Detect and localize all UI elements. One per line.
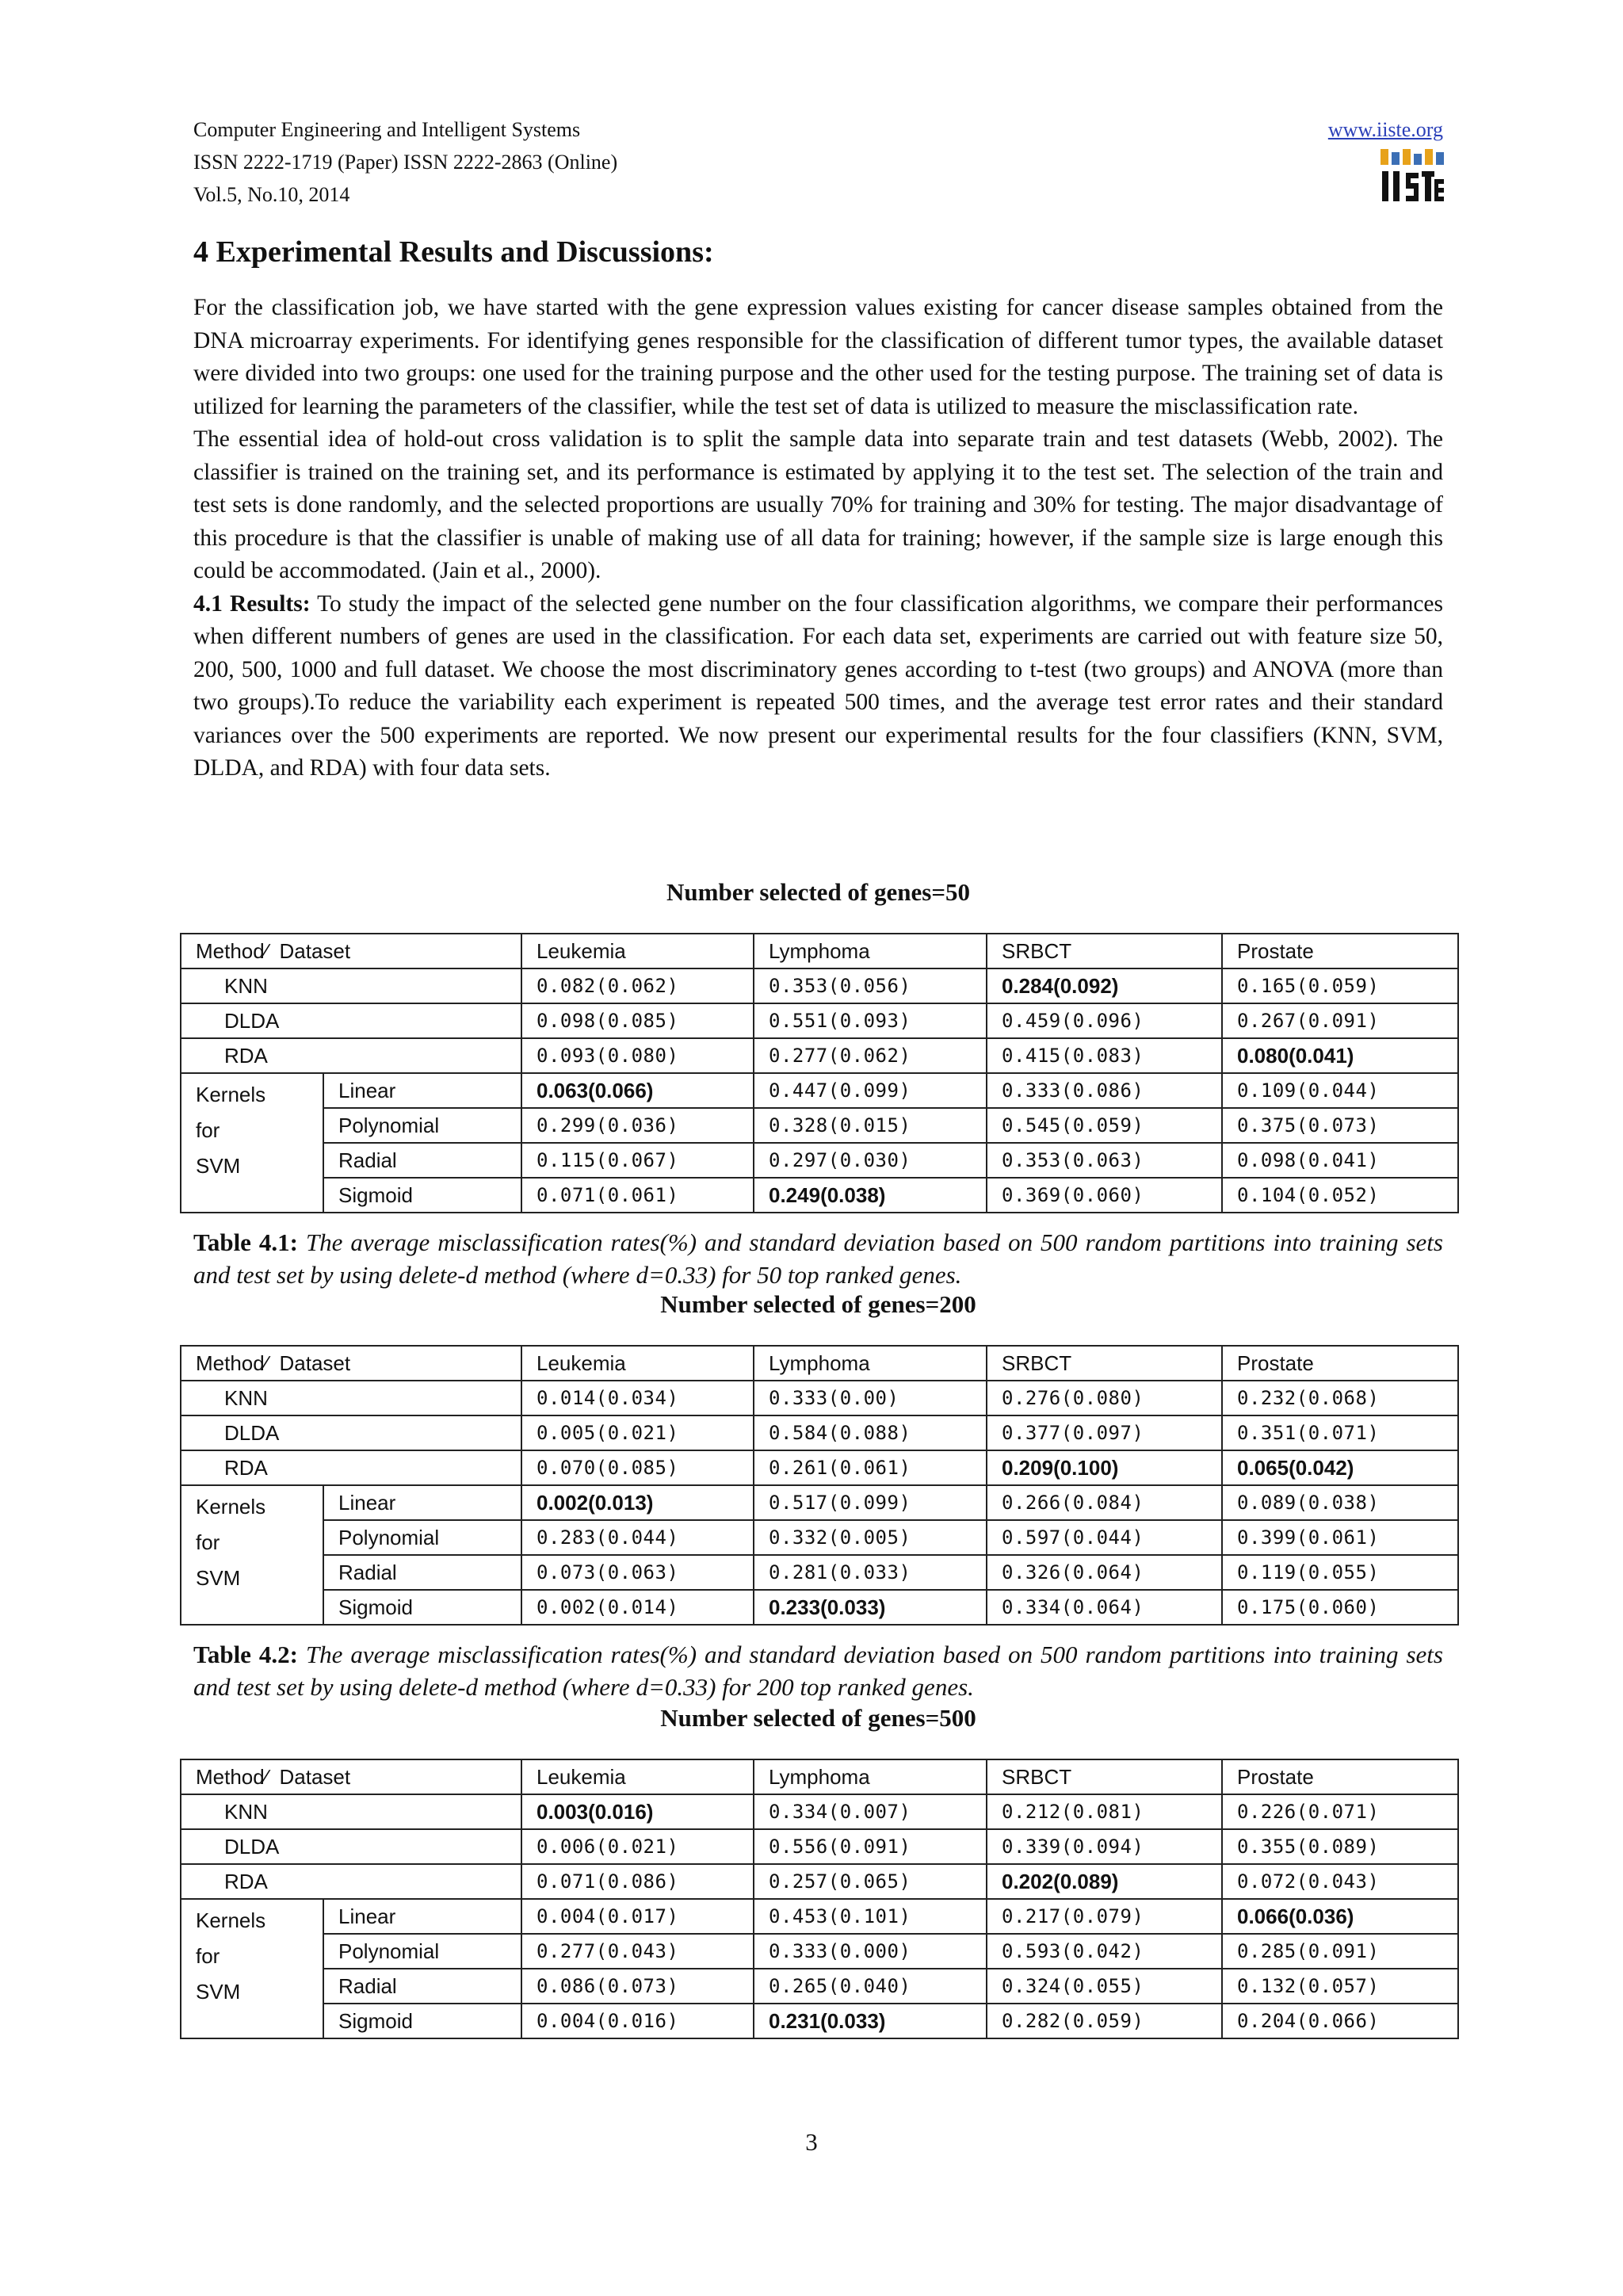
lymphoma-header: Lymphoma [754, 1759, 987, 1794]
journal-name: Computer Engineering and Intelligent Systems [193, 118, 581, 141]
method-rda: RDA [181, 1450, 521, 1485]
results-table-200 [180, 1345, 1459, 1626]
table-cell: 0.217(0.079) [987, 1899, 1222, 1934]
table-cell: 0.326(0.064) [987, 1555, 1222, 1590]
table-cell-best: 0.065(0.042) [1222, 1450, 1458, 1485]
table-cell: 0.285(0.091) [1222, 1934, 1458, 1969]
table-cell: 0.093(0.080) [521, 1038, 754, 1073]
leukemia-header: Leukemia [521, 1346, 754, 1381]
table-row [181, 1934, 1458, 1969]
table-row [181, 1829, 1458, 1864]
table-row [181, 1590, 1458, 1625]
table-cell: 0.339(0.094) [987, 1829, 1222, 1864]
table-row [181, 1003, 1458, 1038]
table-cell: 0.597(0.044) [987, 1520, 1222, 1555]
table-cell: 0.115(0.067) [521, 1143, 754, 1178]
table-cell: 0.119(0.055) [1222, 1555, 1458, 1590]
body-text [193, 292, 1443, 785]
paragraph-2: The essential idea of hold-out cross validation is to split the sample data into separate train and test datasets (Webb, 2002). The classifier is trained on the training set, and its performance is estimated by applying it to the test set. The selection of the train and test sets is done randomly, and the selected proportions are usually 70% for training and 30% for testing. The major disadvantage of this procedure is that the classifier is unable of making use of all data for training; however, if the sample size is large enough this could be accommodated. (Jain et al., 2000). [193, 426, 1443, 583]
table-cell: 0.014(0.034) [521, 1381, 754, 1415]
kernel-linear: Linear [323, 1073, 521, 1108]
table-row [181, 1143, 1458, 1178]
table-cell: 0.277(0.043) [521, 1934, 754, 1969]
svm-word: SVM [196, 1154, 241, 1178]
table-cell: 0.265(0.040) [754, 1969, 987, 2004]
kernel-radial: Radial [323, 1143, 521, 1178]
table-cell: 0.333(0.086) [987, 1073, 1222, 1108]
for-word: for [196, 1118, 220, 1142]
table-cell-best: 0.202(0.089) [987, 1864, 1222, 1899]
table-cell: 0.212(0.081) [987, 1794, 1222, 1829]
table-cell: 0.086(0.073) [521, 1969, 754, 2004]
table-cell: 0.584(0.088) [754, 1415, 987, 1450]
paragraph-1: For the classification job, we have started with the gene expression values existing for cancer disease samples obtained from the DNA microarray experiments. For identifying genes responsible for the classification of different tumor types, the available dataset were divided into two groups: one used for the training purpose and the other used for the testing purpose. The training set of data is utilized for learning the parameters of the classifier, while the test set of data is utilized to measure the misclassification rate. [193, 295, 1443, 419]
table-cell-best: 0.002(0.013) [521, 1485, 754, 1520]
table-cell: 0.593(0.042) [987, 1934, 1222, 1969]
kernel-polynomial: Polynomial [323, 1520, 521, 1555]
table-cell: 0.517(0.099) [754, 1485, 987, 1520]
journal-header [193, 113, 617, 211]
table-cell: 0.353(0.063) [987, 1143, 1222, 1178]
table-2-caption-text: The average misclassification rates(%) and standard deviation based on 500 random partitions into training sets and test set by using delete-d method (where d=0.33) for 200 top ranked genes. [193, 1641, 1443, 1701]
table-cell: 0.098(0.041) [1222, 1143, 1458, 1178]
table-cell: 0.353(0.056) [754, 968, 987, 1003]
table-cell: 0.082(0.062) [521, 968, 754, 1003]
kernel-linear: Linear [323, 1899, 521, 1934]
table-cell-best: 0.209(0.100) [987, 1450, 1222, 1485]
table-cell: 0.266(0.084) [987, 1485, 1222, 1520]
for-word: for [196, 1530, 220, 1554]
table-1-caption-text: The average misclassification rates(%) and standard deviation based on 500 random partitions into training sets and test set by using delete-d method (where d=0.33) for 50 top ranked genes. [193, 1228, 1443, 1289]
table-1-caption [193, 1226, 1443, 1291]
table-cell: 0.226(0.071) [1222, 1794, 1458, 1829]
table-1-title: Number selected of genes=50 [666, 878, 970, 906]
section-title: 4 Experimental Results and Discussions: [193, 235, 714, 269]
srbct-header: SRBCT [987, 1759, 1222, 1794]
method-rda: RDA [181, 1864, 521, 1899]
lymphoma-header: Lymphoma [754, 934, 987, 968]
svm-kernels-label [181, 1073, 323, 1213]
table-row [181, 1178, 1458, 1213]
table-cell: 0.415(0.083) [987, 1038, 1222, 1073]
table-row [181, 1038, 1458, 1073]
table-row [181, 968, 1458, 1003]
kernels-word: Kernels [196, 1083, 266, 1106]
table-cell: 0.232(0.068) [1222, 1381, 1458, 1415]
table-cell: 0.071(0.061) [521, 1178, 754, 1213]
table-row [181, 1415, 1458, 1450]
table-cell: 0.002(0.014) [521, 1590, 754, 1625]
method-rda: RDA [181, 1038, 521, 1073]
table-cell: 0.399(0.061) [1222, 1520, 1458, 1555]
svm-word: SVM [196, 1980, 241, 2004]
table-cell: 0.332(0.005) [754, 1520, 987, 1555]
table-cell-best: 0.249(0.038) [754, 1178, 987, 1213]
leukemia-header: Leukemia [521, 1759, 754, 1794]
table-cell: 0.556(0.091) [754, 1829, 987, 1864]
table-header-row [181, 934, 1458, 968]
table-cell: 0.109(0.044) [1222, 1073, 1458, 1108]
table-row [181, 1969, 1458, 2004]
svm-kernels-label [181, 1899, 323, 2038]
table-cell: 0.104(0.052) [1222, 1178, 1458, 1213]
leukemia-header: Leukemia [521, 934, 754, 968]
table-3-title: Number selected of genes=500 [660, 1704, 976, 1732]
srbct-header: SRBCT [987, 934, 1222, 968]
table-cell: 0.297(0.030) [754, 1143, 987, 1178]
table-2-caption [193, 1638, 1443, 1703]
table-cell-best: 0.080(0.041) [1222, 1038, 1458, 1073]
table-cell: 0.006(0.021) [521, 1829, 754, 1864]
table-row [181, 1864, 1458, 1899]
table-cell: 0.004(0.016) [521, 2004, 754, 2038]
table-header-row [181, 1346, 1458, 1381]
table-row [181, 1073, 1458, 1108]
table-row [181, 1450, 1458, 1485]
table-cell: 0.447(0.099) [754, 1073, 987, 1108]
method-knn: KNN [181, 1381, 521, 1415]
table-cell: 0.276(0.080) [987, 1381, 1222, 1415]
results-heading: 4.1 Results: [193, 590, 311, 617]
table-row [181, 1485, 1458, 1520]
table-1-label: Table 4.1: [193, 1228, 298, 1256]
table-cell: 0.453(0.101) [754, 1899, 987, 1934]
paragraph-3-text: To study the impact of the selected gene number on the four classification algorithms, we compare their performances when different numbers of genes are used in the classification. For each data set, experiments are carried out with feature size 50, 200, 500, 1000 and full dataset. We choose the most discriminatory genes according to t-test (two groups) and ANOVA (more than two groups).To reduce the variability each experiment is repeated 500 times, and the average test error rates and their standard variances over the 500 experiments are reported. We now present our experimental results for the four classifiers (KNN, SVM, DLDA, and RDA) with four data sets. [193, 590, 1443, 781]
table-row [181, 2004, 1458, 2038]
table-cell-best: 0.063(0.066) [521, 1073, 754, 1108]
table-cell: 0.282(0.059) [987, 2004, 1222, 2038]
method-dlda: DLDA [181, 1415, 521, 1450]
kernel-radial: Radial [323, 1555, 521, 1590]
journal-url-link[interactable]: www.iiste.org [1327, 118, 1443, 141]
table-cell-best: 0.233(0.033) [754, 1590, 987, 1625]
table-cell: 0.333(0.000) [754, 1934, 987, 1969]
table-cell: 0.377(0.097) [987, 1415, 1222, 1450]
table-row [181, 1555, 1458, 1590]
table-cell: 0.070(0.085) [521, 1450, 754, 1485]
table-cell: 0.334(0.007) [754, 1794, 987, 1829]
table-cell: 0.375(0.073) [1222, 1108, 1458, 1143]
table-row [181, 1794, 1458, 1829]
kernel-radial: Radial [323, 1969, 521, 2004]
table-row [181, 1381, 1458, 1415]
svm-word: SVM [196, 1566, 241, 1590]
svm-kernels-label [181, 1485, 323, 1625]
table-cell: 0.281(0.033) [754, 1555, 987, 1590]
table-cell: 0.098(0.085) [521, 1003, 754, 1038]
iiste-logo-icon [1379, 147, 1445, 204]
kernels-word: Kernels [196, 1908, 266, 1932]
table-row [181, 1899, 1458, 1934]
table-cell: 0.283(0.044) [521, 1520, 754, 1555]
table-cell: 0.355(0.089) [1222, 1829, 1458, 1864]
journal-issn: ISSN 2222-1719 (Paper) ISSN 2222-2863 (Online) [193, 151, 618, 174]
table-cell: 0.261(0.061) [754, 1450, 987, 1485]
table-cell: 0.351(0.071) [1222, 1415, 1458, 1450]
method-dlda: DLDA [181, 1829, 521, 1864]
method-dlda: DLDA [181, 1003, 521, 1038]
table-cell: 0.545(0.059) [987, 1108, 1222, 1143]
table-cell: 0.328(0.015) [754, 1108, 987, 1143]
kernel-linear: Linear [323, 1485, 521, 1520]
method-knn: KNN [181, 968, 521, 1003]
prostate-header: Prostate [1222, 1759, 1458, 1794]
table-cell-best: 0.284(0.092) [987, 968, 1222, 1003]
table-cell-best: 0.231(0.033) [754, 2004, 987, 2038]
journal-volume: Vol.5, No.10, 2014 [193, 183, 350, 206]
kernel-sigmoid: Sigmoid [323, 1590, 521, 1625]
table-cell: 0.459(0.096) [987, 1003, 1222, 1038]
table-cell: 0.175(0.060) [1222, 1590, 1458, 1625]
table-cell: 0.334(0.064) [987, 1590, 1222, 1625]
table-cell: 0.132(0.057) [1222, 1969, 1458, 2004]
for-word: for [196, 1944, 220, 1968]
table-cell: 0.324(0.055) [987, 1969, 1222, 2004]
results-table-500 [180, 1759, 1459, 2039]
table-row [181, 1108, 1458, 1143]
srbct-header: SRBCT [987, 1346, 1222, 1381]
results-table-50 [180, 933, 1459, 1213]
table-cell: 0.089(0.038) [1222, 1485, 1458, 1520]
prostate-header: Prostate [1222, 1346, 1458, 1381]
table-2-label: Table 4.2: [193, 1641, 298, 1668]
table-cell: 0.073(0.063) [521, 1555, 754, 1590]
table-cell: 0.204(0.066) [1222, 2004, 1458, 2038]
kernel-sigmoid: Sigmoid [323, 1178, 521, 1213]
table-cell: 0.072(0.043) [1222, 1864, 1458, 1899]
table-cell: 0.333(0.00) [754, 1381, 987, 1415]
table-cell: 0.277(0.062) [754, 1038, 987, 1073]
table-cell: 0.165(0.059) [1222, 968, 1458, 1003]
method-dataset-header: Method∕ Dataset [181, 934, 521, 968]
table-cell: 0.369(0.060) [987, 1178, 1222, 1213]
table-cell: 0.551(0.093) [754, 1003, 987, 1038]
lymphoma-header: Lymphoma [754, 1346, 987, 1381]
table-cell-best: 0.066(0.036) [1222, 1899, 1458, 1934]
page-number: 3 [805, 2128, 818, 2156]
method-dataset-header: Method∕ Dataset [181, 1346, 521, 1381]
kernel-polynomial: Polynomial [323, 1934, 521, 1969]
table-2-title: Number selected of genes=200 [660, 1290, 976, 1318]
prostate-header: Prostate [1222, 934, 1458, 968]
table-cell: 0.071(0.086) [521, 1864, 754, 1899]
paragraph-3 [193, 588, 1443, 785]
method-knn: KNN [181, 1794, 521, 1829]
table-cell: 0.257(0.065) [754, 1864, 987, 1899]
method-dataset-header: Method∕ Dataset [181, 1759, 521, 1794]
table-cell: 0.267(0.091) [1222, 1003, 1458, 1038]
table-cell: 0.299(0.036) [521, 1108, 754, 1143]
kernel-sigmoid: Sigmoid [323, 2004, 521, 2038]
table-cell: 0.005(0.021) [521, 1415, 754, 1450]
table-cell: 0.004(0.017) [521, 1899, 754, 1934]
kernel-polynomial: Polynomial [323, 1108, 521, 1143]
kernels-word: Kernels [196, 1495, 266, 1519]
table-cell-best: 0.003(0.016) [521, 1794, 754, 1829]
table-header-row [181, 1759, 1458, 1794]
table-row [181, 1520, 1458, 1555]
